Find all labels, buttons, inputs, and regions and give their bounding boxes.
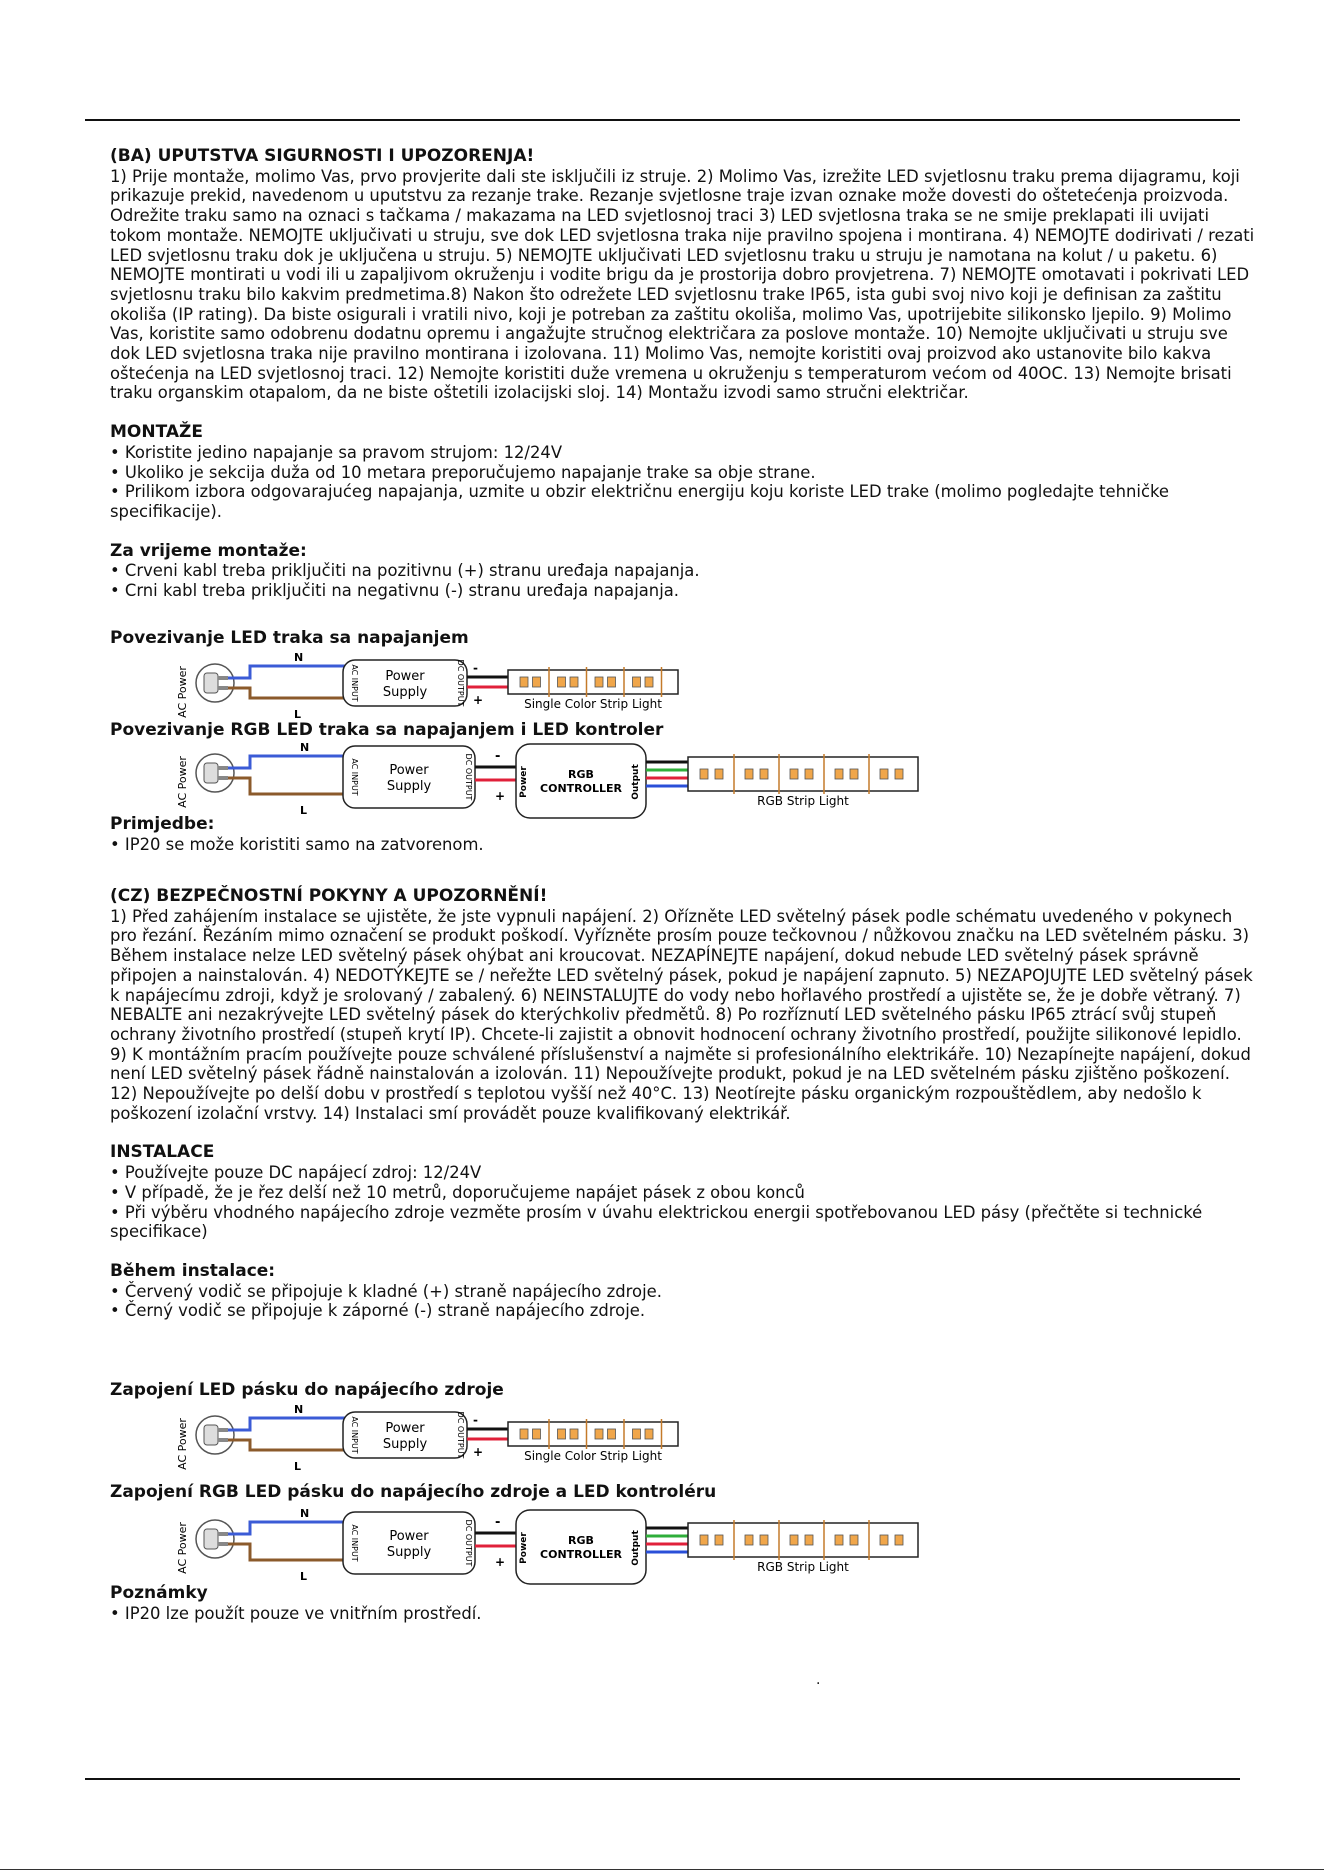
cz-notes-title: Poznámky (110, 1583, 208, 1603)
minus-label: - (473, 1413, 478, 1427)
ac-input-label: AC INPUT (350, 758, 359, 796)
ba-during-item: • Crveni kabl treba priključiti na pozitivnu (+) stranu uređaja napajanja. (110, 561, 1260, 581)
plug-pin-icon (218, 676, 228, 680)
plug-pin-icon (218, 686, 228, 690)
ac-power-label: AC Power (176, 666, 189, 718)
plus-label: + (495, 1555, 506, 1569)
ba-install-item: • Ukoliko je sekcija duža od 10 metara preporučujemo napajanje trake sa obje strane. (110, 463, 1260, 483)
led-chip (745, 1535, 753, 1545)
rgb-controller-label: CONTROLLER (540, 1548, 622, 1561)
ba-title: (BA) UPUTSTVA SIGURNOSTI I UPOZORENJA! (110, 146, 535, 166)
live-label: L (294, 1460, 302, 1473)
plug-body-icon (204, 673, 218, 693)
power-supply-label: Supply (382, 685, 428, 700)
led-chip (645, 1429, 653, 1439)
ba-rgb-diagram (176, 741, 950, 824)
page-edge-rule (0, 1869, 1324, 1870)
rgb-wiring-diagram (176, 1507, 950, 1590)
led-chip (608, 677, 616, 687)
plug-pin-icon (218, 1438, 228, 1442)
neutral-wire (228, 666, 345, 678)
neutral-wire (228, 756, 345, 768)
live-wire (228, 1440, 345, 1450)
ba-notes-title: Primjedbe: (110, 814, 215, 834)
live-label: L (300, 1570, 308, 1583)
cz-diagram2-title: Zapojení RGB LED pásku do napájecího zdroje a LED kontroléru (110, 1482, 717, 1502)
ac-power-label: AC Power (176, 1522, 189, 1574)
cz-notes (110, 1584, 1260, 1623)
led-chip (790, 1535, 798, 1545)
led-chip (700, 1535, 708, 1545)
controller-output-label: Output (631, 1530, 641, 1566)
ba-notes (110, 815, 1260, 854)
neutral-label: N (294, 1403, 304, 1416)
plus-label: + (495, 789, 506, 803)
live-label: L (294, 708, 302, 721)
led-chip (760, 769, 768, 779)
ac-power-label: AC Power (176, 756, 189, 808)
neutral-label: N (300, 741, 310, 754)
cz-title: (CZ) BEZPEČNOSTNÍ POKYNY A UPOZORNĚNÍ! (110, 886, 548, 906)
ba-during-item: • Crni kabl treba priključiti na negativnu (-) stranu uređaja napajanja. (110, 581, 1260, 601)
plus-label: + (473, 693, 484, 707)
ba-diagram1-title: Povezivanje LED traka sa napajanjem (110, 628, 469, 648)
ac-input-label: AC INPUT (350, 1416, 359, 1454)
live-wire (228, 688, 345, 698)
controller-power-label: Power (519, 766, 529, 798)
cz-section (110, 887, 1260, 1321)
cz-diagram1-title: Zapojení LED pásku do napájecího zdroje (110, 1380, 504, 1400)
led-chip (558, 677, 566, 687)
single-strip-caption: Single Color Strip Light (524, 1449, 662, 1463)
cz-notes-item: • IP20 lze použít pouze ve vnitřním prostředí. (110, 1604, 1260, 1624)
neutral-label: N (294, 651, 304, 664)
led-chip (850, 1535, 858, 1545)
single-color-wiring-diagram (176, 651, 700, 724)
ba-install-item: • Koristite jedino napajanje sa pravom strujom: 12/24V (110, 443, 1260, 463)
power-supply-label: Power (389, 763, 429, 778)
power-supply-label: Supply (382, 1437, 428, 1452)
power-supply-label: Power (385, 669, 425, 684)
led-chip (700, 769, 708, 779)
led-chip (790, 769, 798, 779)
led-chip (745, 769, 753, 779)
led-chip (880, 769, 888, 779)
ac-input-label: AC INPUT (350, 664, 359, 702)
live-wire (228, 778, 345, 794)
single-strip-caption: Single Color Strip Light (524, 697, 662, 711)
cz-single-diagram (176, 1403, 700, 1476)
controller-power-label: Power (519, 1532, 529, 1564)
ac-input-label: AC INPUT (350, 1524, 359, 1562)
ba-during-title: Za vrijeme montaže: (110, 540, 307, 561)
cz-intro: 1) Před zahájením instalace se ujistěte, že jste vypnuli napájení. 2) Ořízněte LED světelný pásek podle schématu uvedeného v pokynech pro řezání. Řezáním mimo označení se produkt poškodí. Vyřízněte prosím pouze tečkovnou / nůžkovou značku na LED světelném pásku. 3) Během instalace nelze LED světelný pásek ohýbat ani kroucovat. NEZAPÍNEJTE napájení, dokud nebude LED světelný pásek správně připojen a nainstalován. 4) NEDOTÝKEJTE se / neřežte LED světelný pásek, pokud je napájení zapnuto. 5) NEZAPOJUJTE LED světelný pásek k napájecímu zdroji, když je srolovaný / zabalený. 6) NEINSTALUJTE do vody nebo hořlavého prostředí a ujistěte se, že je dobře větraný. 7) NEBALTE ani nezakrývejte LED světelný pásek do kterýchkoliv předmětů. 8) Po rozříznutí LED světelného pásku IP65 ztrácí svůj stupeň ochrany životního prostředí (stupeň krytí IP). Chcete-li zajistit a obnovit hodnocení ochrany životního prostředí, použijte silikonové lepidlo. 9) K montážním pracím používejte pouze schválené příslušenství a najměte si profesionálního elektrikáře. 10) Nezapínejte napájení, dokud není LED světelný pásek řádně nainstalován a izolován. 11) Nepoužívejte produkt, pokud je na LED světelném pásku zjištěno poškození. 12) Nepoužívejte po delší dobu v prostředí s teplotou vyšší než 40°C. 13) Neotírejte pásku organickým rozpouštědlem, aby nedošlo k poškození izolační vrstvy. 14) Instalaci smí provádět pouze kvalifikovaný elektrikář. (110, 906, 1253, 1123)
ba-intro: 1) Prije montaže, molimo Vas, prvo provjerite dali ste isključili iz struje. 2) Molimo Vas, izrežite LED svjetlosnu traku prema dijagramu, koji prikazuje prekid, navedenom u uputstvu za rezanje trake. Rezanje svjetlosne traje izvan oznake može dovesti do oštetećenja proizvoda. Odrežite traku samo na oznaci s tačkama / makazama na LED svjetlosnoj traci 3) LED svjetlosna traka se ne smije preklapati ili uvijati tokom montaže. NEMOJTE uključivati u struju, sve dok LED svjetlosna traka nije pravilno spojena i montirana. 4) NEMOJTE dodirivati / rezati LED svjetlosnu traku dok je uključena u struju. 5) NEMOJTE uključivati LED svjetlosnu traku u struju je namotana na kolut / u paketu. 6) NEMOJTE montirati u vodi ili u zapaljivom okruženju i vodite brigu da je prostorija dobro provjetrena. 7) NEMOJTE omotavati i pokrivati LED svjetlosnu traku bilo kakvim predmetima.8) Nakon što odrežete LED svjetlosnu trake IP65, ista gubi svoj nivo koji je definisan za zaštitu okoliša (IP rating). Da biste osigurali i vratili nivo, koji je potreban za zaštitu okoliša, molimo Vas, upotrijebite silikonsko ljepilo. 9) Molimo Vas, koristite samo odobrenu dodatnu opremu i angažujte stručnog električara za poslove montaže. 10) Nemojte uključivati u struju sve dok LED svjetlosna traka nije pravilno montirana i izolovana. 11) Molimo Vas, nemojte koristiti ovaj proizvod ako ustanovite bilo kakva oštećenja na LED svjetlosnoj traci. 12) Nemojte koristiti duže vremena u okruženju s temperaturom većom od 40OC. 13) Nemojte brisati traku organskim otapalom, da ne biste oštetili izolacijski sloj. 14) Montažu izvodi samo stručni električar. (110, 166, 1255, 403)
plug-body-icon (204, 1425, 218, 1445)
power-supply-label: Supply (386, 1545, 432, 1560)
rgb-controller-box (516, 1510, 646, 1584)
dc-output-label: DC OUTPUT (456, 1411, 465, 1459)
power-supply-label: Power (389, 1529, 429, 1544)
plus-label: + (473, 1445, 484, 1459)
led-chip (570, 677, 578, 687)
cz-install-item: • Používejte pouze DC napájecí zdroj: 12/24V (110, 1163, 1260, 1183)
plug-pin-icon (218, 1532, 228, 1536)
rgb-controller-box (516, 744, 646, 818)
live-wire (228, 1544, 345, 1560)
top-rule (85, 119, 1240, 121)
led-chip (835, 1535, 843, 1545)
led-chip (558, 1429, 566, 1439)
cz-rgb-diagram (176, 1507, 950, 1590)
led-chip (570, 1429, 578, 1439)
rgb-controller-label: RGB (568, 1534, 594, 1547)
neutral-wire (228, 1522, 345, 1534)
cz-during-item: • Černý vodič se připojuje k záporné (-) straně napájecího zdroje. (110, 1301, 1260, 1321)
rgb-strip-caption: RGB Strip Light (757, 794, 849, 808)
ba-notes-item: • IP20 se može koristiti samo na zatvorenom. (110, 835, 1260, 855)
led-chip (805, 769, 813, 779)
neutral-wire (228, 1418, 345, 1430)
led-chip (850, 769, 858, 779)
cz-install-item: • V případě, že je řez delší než 10 metrů, doporučujeme napájet pásek z obou konců (110, 1183, 1260, 1203)
ba-install-item: • Prilikom izbora odgovarajućeg napajanja, uzmite u obzir električnu energiju koju koriste LED trake (molimo pogledajte tehničke specifikacije). (110, 482, 1260, 521)
plug-body-icon (204, 763, 218, 783)
controller-output-label: Output (631, 764, 641, 800)
led-chip (645, 677, 653, 687)
plug-pin-icon (218, 776, 228, 780)
plug-pin-icon (218, 1542, 228, 1546)
rgb-wiring-diagram (176, 741, 950, 824)
cz-during-title: Během instalace: (110, 1260, 276, 1281)
led-chip (633, 677, 641, 687)
neutral-label: N (300, 1507, 310, 1520)
led-chip (520, 677, 528, 687)
dc-output-label: DC OUTPUT (456, 659, 465, 707)
led-chip (760, 1535, 768, 1545)
led-chip (880, 1535, 888, 1545)
ba-install-title: MONTAŽE (110, 422, 203, 443)
stray-dot: . (816, 1672, 821, 1688)
minus-label: - (473, 661, 478, 675)
ba-single-diagram (176, 651, 700, 724)
rgb-controller-label: CONTROLLER (540, 782, 622, 795)
ba-section (110, 147, 1260, 601)
dc-output-label: DC OUTPUT (464, 1519, 473, 1567)
led-chip (715, 769, 723, 779)
dc-output-label: DC OUTPUT (464, 753, 473, 801)
rgb-strip-caption: RGB Strip Light (757, 1560, 849, 1574)
plug-body-icon (204, 1529, 218, 1549)
led-chip (533, 677, 541, 687)
single-color-wiring-diagram (176, 1403, 700, 1476)
cz-during-item: • Červený vodič se připojuje k kladné (+) straně napájecího zdroje. (110, 1282, 1260, 1302)
rgb-controller-label: RGB (568, 768, 594, 781)
bottom-rule (85, 1778, 1240, 1780)
power-supply-label: Power (385, 1421, 425, 1436)
plug-pin-icon (218, 1428, 228, 1432)
led-chip (835, 769, 843, 779)
led-chip (715, 1535, 723, 1545)
ac-power-label: AC Power (176, 1418, 189, 1470)
minus-label: - (495, 749, 501, 764)
led-chip (533, 1429, 541, 1439)
ba-diagram2-title: Povezivanje RGB LED traka sa napajanjem i LED kontroler (110, 720, 664, 740)
minus-label: - (495, 1515, 501, 1530)
led-chip (595, 1429, 603, 1439)
power-supply-label: Supply (386, 779, 432, 794)
led-chip (520, 1429, 528, 1439)
live-label: L (300, 804, 308, 817)
led-chip (805, 1535, 813, 1545)
cz-install-item: • Při výběru vhodného napájecího zdroje vezměte prosím v úvahu elektrickou energii spotřebovanou LED pásy (přečtěte si technické specifikace) (110, 1203, 1260, 1242)
cz-install-title: INSTALACE (110, 1142, 215, 1163)
led-chip (595, 677, 603, 687)
led-chip (895, 1535, 903, 1545)
led-chip (895, 769, 903, 779)
led-chip (633, 1429, 641, 1439)
plug-pin-icon (218, 766, 228, 770)
led-chip (608, 1429, 616, 1439)
